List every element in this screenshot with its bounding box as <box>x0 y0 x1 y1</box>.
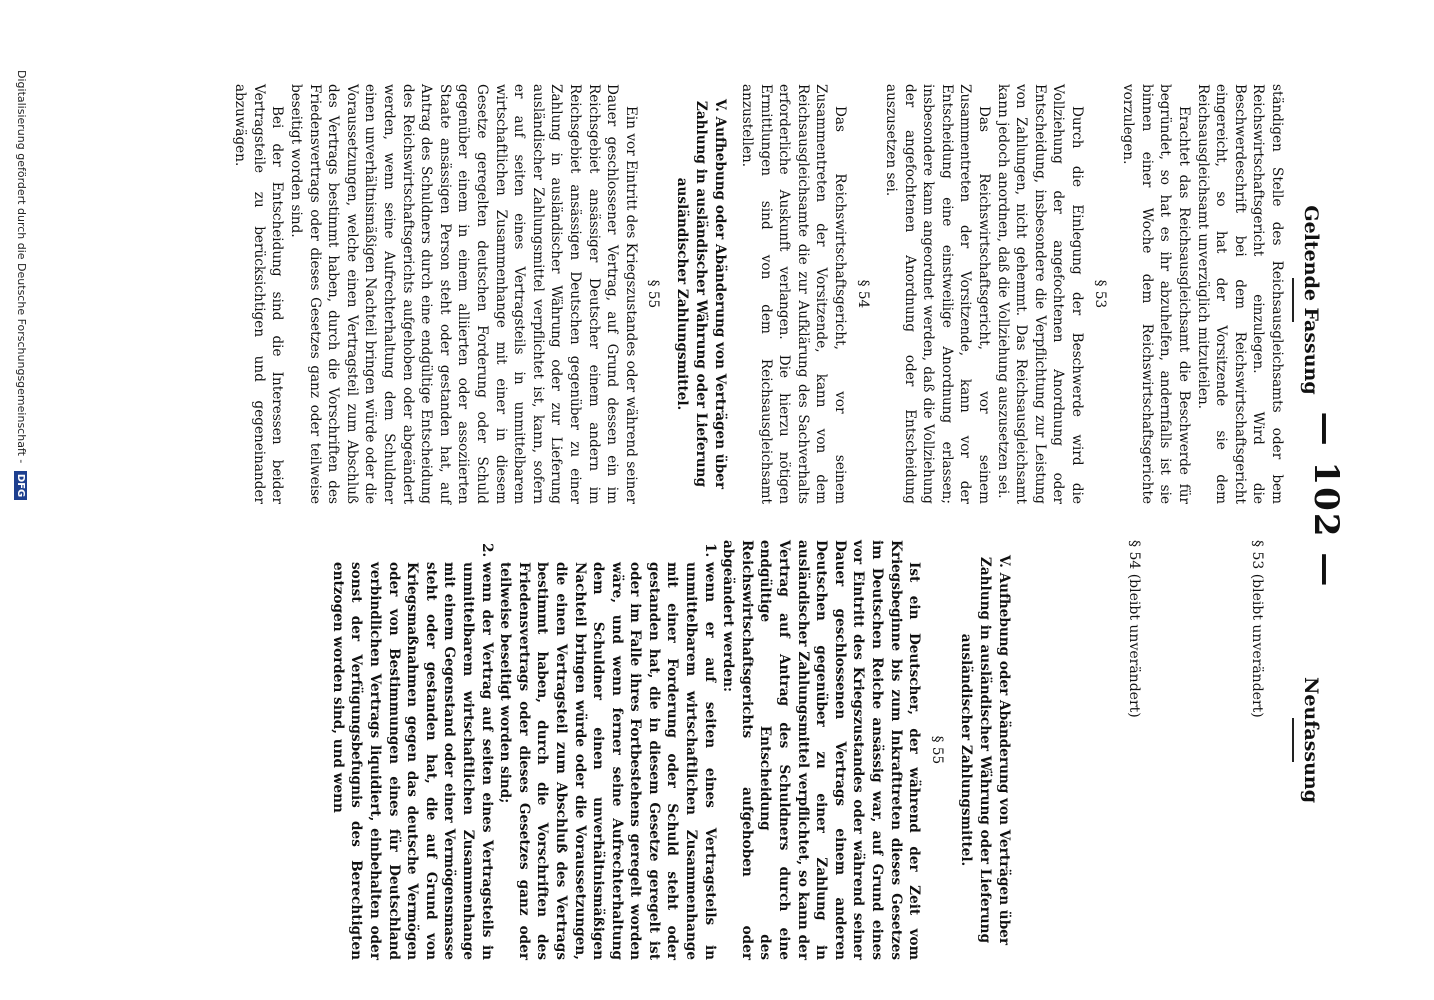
section-label-55: § 55 <box>645 279 662 309</box>
section-label-54: § 54 <box>854 279 871 309</box>
spacer <box>1143 540 1247 960</box>
section-53-unchanged: § 53 (bleibt unverändert) <box>1249 540 1265 718</box>
list-item: 1. wenn er auf seiten eines Vertragsteils in unmittelbarem wirtschaftlichen Zusammenhange mit einer Forderung oder Schuld steht oder gestanden hat, die in diesem Gesetze geregelt ist oder im Falle ihres Fortbestehens geregelt worden wäre, und wenn ferner seine Aufrechterhaltung dem Schuldner einen unverhältnismäßigen Nachteil bringen würde oder die Voraussetzungen, die einen Vertragsteil zum Abschluß des Vertrags bestimmt haben, durch die Vorschriften des Friedensvertrags oder dieses Gesetzes ganz oder teilweise beseitigt worden sind; <box>496 562 719 960</box>
heading-underline <box>1292 278 1294 322</box>
part-heading: V. Aufhebung oder Abänderung von Verträgen über Zahlung in ausländischer Währung oder Lieferung ausländischer Zahlungsmittel. <box>957 554 1012 946</box>
paragraph: Ein vor Eintritt des Kriegszustandes oder während seiner Dauer geschlossener Vertrag, auf Grund dessen ein im Reichsgebiet ansässiger Deutscher einem andern im Reichsgebiet ansässigen Deutschen gegenüber zu einer Zahlung in ausländischer Währung oder zur Lieferung ausländischer Zahlungsmittel verpflichtet ist, kann, sofern er auf seiten eines Vertragsteils in unmittelbarem wirtschaftlichen Zusammenhange mit einer in diesem Gesetze geregelten deutschen Forderung oder Schuld gegenüber einem in einem alliierten oder assoziierten Staate ansässigen Person steht oder gestanden hat, auf Antrag des Schuldners durch eine endgültige Entscheidung des Reichswirtschaftsgerichts aufgehoben oder abgeändert werden, wenn seine Aufrechterhaltung dem Schuldner einen unverhältnismäßigen Nachteil bringen würde oder die Voraussetzungen, welche einen Vertragsteil zum Abschluß des Vertrags bestimmt haben, durch die Vorschriften des Friedensvertrags oder dieses Gesetzes ganz oder teilweise beseitigt worden sind. <box>288 84 639 504</box>
page-number: — 102 — <box>1306 411 1346 589</box>
right-column <box>328 540 1286 960</box>
paragraph: Das Reichswirtschaftsgericht, vor seinem Zusammentreten der Vorsitzende, kann vor der Entscheidung eine einstweilige Anordnung erlassen; insbesondere kann angeordnet werden, daß die Vollziehung der angefochtenen Anordnung oder Entscheidung auszusetzen sei. <box>883 84 993 504</box>
paragraph: Durch die Einlegung der Beschwerde wird die Vollziehung der angefochtenen Anordnung oder Entscheidung, insbesondere die Verpflichtung zur Leistung von Zahlungen, nicht gehemmt. Das Reichsausgleichsamt kann jedoch anordnen, daß die Vollziehung auszusetzen sei. <box>994 84 1086 504</box>
heading-underline <box>1292 718 1294 762</box>
part-heading: V. Aufhebung oder Abänderung von Verträgen über Zahlung in ausländischer Währung oder Lieferung ausländischer Zahlungsmittel. <box>674 98 729 490</box>
numbered-list <box>328 540 718 960</box>
paragraph: Ist ein Deutscher, der während der Zeit vom Kriegsbeginne bis zum Inkrafttreten dieses Gesetzes im Deutschen Reiche ansässig war, auf Grund eines vor Eintritt des Kriegszustandes oder während seiner Dauer geschlossenen Vertrags einem anderen Deutschen gegenüber zu einer Zahlung in ausländischer Zahlungsmittel verpflichtet, so kann der Vertrag auf Antrag des Schuldners durch eine endgültige Entscheidung des Reichswirtschaftsgerichts aufgehoben oder abgeändert werden: <box>720 540 923 960</box>
left-column-heading-text: Geltende Fassung <box>1300 205 1322 395</box>
right-column-heading-text: Neufassung <box>1300 676 1322 804</box>
paragraph-continued: ständigen Stelle des Reichsausgleichsamts oder bem Reichswirtschaftsgericht einzulegen. Wird die Beschwerdeschrift bei dem Reichswirtschaftsgericht eingereicht, so hat der Vorsitzende sie dem Reichsausgleichsamt unverzüglich mitzuteilen. <box>1194 84 1285 504</box>
left-column <box>231 84 1286 504</box>
section-label-53: § 53 <box>1091 279 1108 309</box>
paragraph: Bei der Entscheidung sind die Interessen beider Vertragsteile zu berücksichtigen und gegeneinander abzuwägen. <box>232 84 286 504</box>
footer <box>15 70 29 930</box>
right-column-heading <box>1292 560 1322 920</box>
footer-text: Digitalisierung gefördert durch die Deutsche Forschungsgemeinschaft - <box>15 70 28 464</box>
paragraph: Das Reichswirtschaftsgericht, vor seinem Zusammentreten der Vorsitzende, kann von dem Reichsausgleichsamte die zur Aufklärung des Sachverhalts erforderliche Auskunft verlangen. Die hierzu nötigen Ermittlungen sind von dem Reichsausgleichsamt anzustellen. <box>738 84 848 504</box>
dfg-logo: DFG <box>15 471 28 500</box>
spacer <box>1021 540 1125 960</box>
left-column-heading <box>1292 120 1322 480</box>
section-54-unchanged: § 54 (bleibt unverändert) <box>1126 540 1143 718</box>
list-item: 2. wenn der Vertrag auf seiten eines Vertragsteils in unmittelbarem wirtschaftlichen Zusammenhange mit einem Gegenstand oder einer Vermögensmasse steht oder gestanden hat, die auf Grund von Kriegsmaßnahmen gegen das deutsche Vermögen oder von Bestimmungen eines für Deutschland verbindlichen Vertrags liquidiert, einbehalten oder sonst der Verfügungsbefugnis des Berechtigten entzogen worden sind, und wenn <box>328 562 495 960</box>
section-label-55: § 55 <box>928 735 945 765</box>
paragraph: Erachtet das Reichsausgleichsamt die Beschwerde für begründet, so hat es ihr abzuhelfen, andernfalls ist sie binnen einer Woche dem Reichswirtschaftsgerichte vorzulegen. <box>1120 84 1193 504</box>
spacer <box>1266 540 1286 960</box>
